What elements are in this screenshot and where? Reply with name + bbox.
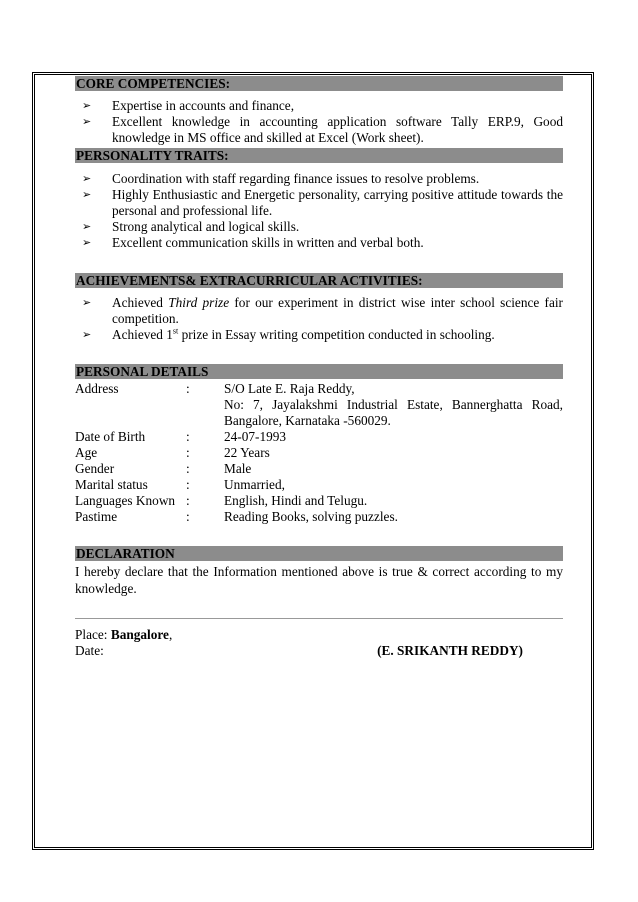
arrow-bullet-icon: ➢ <box>82 236 92 249</box>
core-competencies-heading: CORE COMPETENCIES: <box>75 76 563 91</box>
divider <box>75 618 563 619</box>
personal-detail-row <box>75 477 563 493</box>
detail-value: Male <box>224 461 252 476</box>
personal-detail-row <box>75 509 563 525</box>
place-line: Place: Bangalore, <box>75 627 173 642</box>
personal-detail-row <box>75 493 563 509</box>
place-value: Bangalore <box>110 627 169 642</box>
resume-content <box>75 76 563 659</box>
detail-label: Age <box>75 445 98 460</box>
arrow-bullet-icon: ➢ <box>82 328 92 341</box>
arrow-bullet-icon: ➢ <box>82 172 92 185</box>
list-item: ➢ Achieved 1st prize in Essay writing competition conducted in schooling. <box>82 326 495 342</box>
personal-detail-row-address <box>75 381 563 429</box>
list-item: ➢ Achieved Third prize for our experiment in district wise inter school science fair competition. <box>82 295 563 326</box>
arrow-bullet-icon: ➢ <box>82 115 92 128</box>
arrow-bullet-icon: ➢ <box>82 188 92 201</box>
list-item: ➢ Strong analytical and logical skills. <box>82 219 300 234</box>
detail-colon: : <box>186 493 190 508</box>
list-item: ➢ Excellent communication skills in written and verbal both. <box>82 235 424 250</box>
detail-value: Unmarried, <box>224 477 285 492</box>
arrow-bullet-icon: ➢ <box>82 296 92 309</box>
arrow-bullet-icon: ➢ <box>82 220 92 233</box>
detail-label: Pastime <box>75 509 118 524</box>
personal-detail-row <box>75 429 563 445</box>
detail-label: Marital status <box>75 477 148 492</box>
list-item: ➢ Excellent knowledge in accounting application software Tally ERP.9, Good knowledge in MS office and skilled at Excel (Work sheet). <box>82 114 563 145</box>
detail-colon: : <box>186 429 190 444</box>
arrow-bullet-icon: ➢ <box>82 99 92 112</box>
detail-label: Date of Birth <box>75 429 146 444</box>
emphasis-text: Third prize <box>168 295 230 310</box>
detail-label: Languages Known <box>75 493 176 508</box>
detail-colon: : <box>186 477 190 492</box>
personal-details-heading: PERSONAL DETAILS <box>75 364 563 379</box>
list-item: ➢ Expertise in accounts and finance, <box>82 98 295 113</box>
achievements-list <box>75 295 563 343</box>
declaration-text: I hereby declare that the Information mentioned above is true & correct according to my knowledge. <box>75 564 563 596</box>
detail-colon: : <box>186 461 190 476</box>
date-signature-line <box>75 643 563 659</box>
signoff-block <box>75 627 563 659</box>
personal-details-table <box>75 381 563 525</box>
personality-traits-heading: PERSONALITY TRAITS: <box>75 148 563 163</box>
declaration-heading: DECLARATION <box>75 546 563 561</box>
detail-label: Gender <box>75 461 115 476</box>
personality-traits-list <box>75 171 563 251</box>
detail-value: English, Hindi and Telugu. <box>224 493 368 508</box>
detail-value: 22 Years <box>224 445 270 460</box>
detail-value: Reading Books, solving puzzles. <box>224 509 398 524</box>
ordinal-suffix: st <box>172 326 179 336</box>
detail-label: Address <box>75 381 119 396</box>
date-label: Date: <box>75 643 104 658</box>
detail-value: S/O Late E. Raja Reddy, No: 7, Jayalakshmi Industrial Estate, Bannerghatta Road, Bangalore, Karnataka -560029. <box>224 381 563 428</box>
list-item: ➢ Highly Enthusiastic and Energetic personality, carrying positive attitude towards the personal and professional life. <box>82 187 563 218</box>
detail-colon: : <box>186 445 190 460</box>
list-item: ➢ Coordination with staff regarding finance issues to resolve problems. <box>82 171 480 186</box>
achievements-heading: ACHIEVEMENTS& EXTRACURRICULAR ACTIVITIES: <box>75 273 563 288</box>
core-competencies-list <box>75 98 563 146</box>
detail-colon: : <box>186 381 190 396</box>
signatory-name: (E. SRIKANTH REDDY) <box>377 643 523 658</box>
detail-value: 24-07-1993 <box>224 429 287 444</box>
personal-detail-row <box>75 445 563 461</box>
detail-colon: : <box>186 509 190 524</box>
personal-detail-row <box>75 461 563 477</box>
